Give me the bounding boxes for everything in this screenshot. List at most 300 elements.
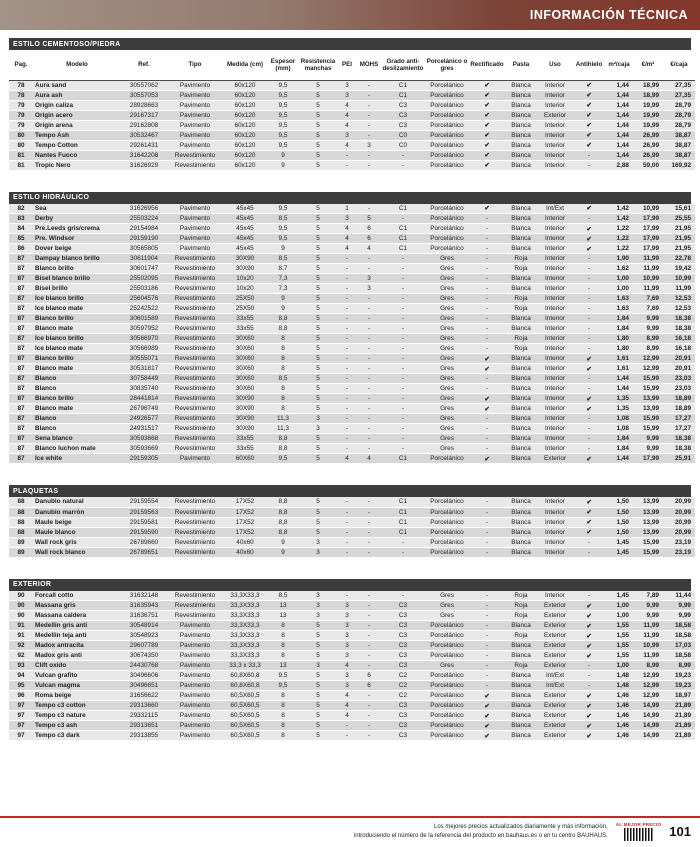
cell: - xyxy=(573,264,605,274)
cell: 94 xyxy=(9,671,33,681)
cell: 29159305 xyxy=(121,454,167,464)
cell: 8,99 xyxy=(663,661,695,671)
column-header: €/m² xyxy=(633,50,663,80)
cell: 9,5 xyxy=(267,234,299,244)
cell: 8 xyxy=(267,711,299,721)
cell: 12,99 xyxy=(633,364,663,374)
check-icon: ✔ xyxy=(573,621,605,631)
check-icon: ✔ xyxy=(469,110,505,120)
cell: 8,8 xyxy=(267,314,299,324)
cell: Blanca xyxy=(505,731,537,741)
cell: Blanca xyxy=(505,497,537,507)
cell: - xyxy=(573,591,605,601)
cell: Roja xyxy=(505,304,537,314)
cell: 60x120 xyxy=(223,100,267,110)
cell: 9,5 xyxy=(267,671,299,681)
cell: 79 xyxy=(9,120,33,130)
cell: 8,99 xyxy=(633,334,663,344)
cell: 29313651 xyxy=(121,721,167,731)
section-title: ESTILO HIDRÁULICO xyxy=(9,192,691,204)
cell: 1,62 xyxy=(605,264,633,274)
cell: 21,95 xyxy=(663,224,695,234)
cell: - xyxy=(469,661,505,671)
cell: 87 xyxy=(9,424,33,434)
column-header: Espesor (mm) xyxy=(267,50,299,80)
model-cell: Dampay blanco brillo xyxy=(33,254,121,264)
table-row xyxy=(9,334,695,344)
column-header: €/caja xyxy=(663,50,695,80)
cell: 9,5 xyxy=(267,100,299,110)
table-row xyxy=(9,294,695,304)
cell: 30X90 xyxy=(223,264,267,274)
cell: - xyxy=(381,284,425,294)
model-cell: Maule blanco xyxy=(33,527,121,537)
cell: 30X60 xyxy=(223,364,267,374)
cell: - xyxy=(469,547,505,557)
cell: 11,99 xyxy=(633,631,663,641)
cell: 15,99 xyxy=(633,424,663,434)
cell: 88 xyxy=(9,517,33,527)
cell: Roja xyxy=(505,254,537,264)
cell: 10x20 xyxy=(223,274,267,284)
cell: 87 xyxy=(9,444,33,454)
cell: 38,87 xyxy=(663,150,695,160)
cell: Interior xyxy=(537,254,573,264)
cell: 31626929 xyxy=(121,160,167,170)
cell: 1,84 xyxy=(605,434,633,444)
cell: 9,5 xyxy=(267,120,299,130)
cell: Revestimiento xyxy=(167,527,223,537)
cell: - xyxy=(337,364,357,374)
cell: 19,23 xyxy=(663,681,695,691)
cell: 1,00 xyxy=(605,611,633,621)
cell: 4 xyxy=(357,454,381,464)
cell: - xyxy=(357,160,381,170)
cell: 1,00 xyxy=(605,661,633,671)
cell: 90 xyxy=(9,591,33,601)
table-row xyxy=(9,264,695,274)
cell: 33,3X33,3 xyxy=(223,611,267,621)
cell: Porcelánico xyxy=(425,110,469,120)
cell: Pavimento xyxy=(167,130,223,140)
cell: 79 xyxy=(9,110,33,120)
section-title: ESTILO CEMENTOSO/PIEDRA xyxy=(9,38,691,50)
cell: Interior xyxy=(537,424,573,434)
cell: Porcelánico xyxy=(425,641,469,651)
column-header: Resistencia manchas xyxy=(299,50,337,80)
cell: Roja xyxy=(505,294,537,304)
cell: 85 xyxy=(9,234,33,244)
cell: 1,44 xyxy=(605,90,633,100)
cell: 87 xyxy=(9,454,33,464)
cell: 25502095 xyxy=(121,274,167,284)
table-row xyxy=(9,140,695,150)
page-header xyxy=(0,0,700,30)
cell: C3 xyxy=(381,721,425,731)
cell: 9,99 xyxy=(633,314,663,324)
table-row xyxy=(9,591,695,601)
cell: 87 xyxy=(9,274,33,284)
cell: 9,99 xyxy=(663,601,695,611)
cell: - xyxy=(357,264,381,274)
model-cell: Derby xyxy=(33,214,121,224)
cell: - xyxy=(337,404,357,414)
table-row xyxy=(9,434,695,444)
cell: 9,5 xyxy=(267,454,299,464)
cell: 33x55 xyxy=(223,324,267,334)
cell: 5 xyxy=(299,334,337,344)
cell: 23,19 xyxy=(663,537,695,547)
cell: 60x120 xyxy=(223,120,267,130)
cell: 5 xyxy=(299,244,337,254)
cell: 78 xyxy=(9,80,33,90)
cell: - xyxy=(469,651,505,661)
model-cell: Tempo Ash xyxy=(33,130,121,140)
cell: Gres xyxy=(425,284,469,294)
cell: 33,3X33,3 xyxy=(223,601,267,611)
cell: 9,5 xyxy=(267,80,299,90)
cell: 17,99 xyxy=(633,224,663,234)
cell: - xyxy=(337,591,357,601)
cell: C1 xyxy=(381,507,425,517)
cell: 8,7 xyxy=(267,264,299,274)
cell: - xyxy=(357,130,381,140)
cell: 18,38 xyxy=(663,314,695,324)
cell: Exterior xyxy=(537,661,573,671)
cell: Blanca xyxy=(505,721,537,731)
cell: Porcelánico xyxy=(425,100,469,110)
model-cell: Sea xyxy=(33,204,121,214)
model-cell: Blanco brillo xyxy=(33,354,121,364)
cell: - xyxy=(573,384,605,394)
cell: - xyxy=(337,284,357,294)
cell: - xyxy=(469,224,505,234)
cell: 8,8 xyxy=(267,507,299,517)
cell: Gres xyxy=(425,264,469,274)
cell: 1,22 xyxy=(605,244,633,254)
cell: 4 xyxy=(337,711,357,721)
cell: Interior xyxy=(537,374,573,384)
cell: 3 xyxy=(337,671,357,681)
cell: 12,53 xyxy=(663,294,695,304)
cell: Interior xyxy=(537,140,573,150)
cell: 87 xyxy=(9,334,33,344)
table-section xyxy=(9,485,691,558)
cell: 5 xyxy=(299,294,337,304)
cell: 6 xyxy=(357,224,381,234)
cell: 25503224 xyxy=(121,214,167,224)
cell: 1,61 xyxy=(605,364,633,374)
column-header: Pasta xyxy=(505,50,537,80)
cell: 3 xyxy=(337,80,357,90)
cell: Gres xyxy=(425,354,469,364)
cell: 60x120 xyxy=(223,140,267,150)
table-row xyxy=(9,354,695,364)
cell: 5 xyxy=(299,374,337,384)
model-cell: Dover beige xyxy=(33,244,121,254)
cell: Interior xyxy=(537,537,573,547)
cell: 60x120 xyxy=(223,90,267,100)
cell: Porcelánico xyxy=(425,497,469,507)
cell: 5 xyxy=(299,651,337,661)
cell: Interior xyxy=(537,120,573,130)
model-cell: Tempo Cotton xyxy=(33,140,121,150)
model-cell: Pre.Leeds gris/crema xyxy=(33,224,121,234)
cell: Revestimiento xyxy=(167,591,223,601)
cell: 29159190 xyxy=(121,234,167,244)
table-row xyxy=(9,110,695,120)
cell: 5 xyxy=(299,264,337,274)
cell: 87 xyxy=(9,254,33,264)
cell: - xyxy=(469,591,505,601)
cell: 1,44 xyxy=(605,384,633,394)
cell: 18,38 xyxy=(663,444,695,454)
cell: 87 xyxy=(9,324,33,334)
cell: - xyxy=(357,591,381,601)
cell: 60x120 xyxy=(223,110,267,120)
cell: 18,99 xyxy=(633,90,663,100)
cell: - xyxy=(573,424,605,434)
cell: - xyxy=(469,304,505,314)
cell: 12,99 xyxy=(633,691,663,701)
cell: C3 xyxy=(381,731,425,741)
cell: 33,3X33,3 xyxy=(223,631,267,641)
cell: 21,89 xyxy=(663,721,695,731)
cell: 9,99 xyxy=(633,434,663,444)
column-header: Grado anti-deslizamiento xyxy=(381,50,425,80)
check-icon: ✔ xyxy=(573,711,605,721)
cell: Interior xyxy=(537,304,573,314)
cell: - xyxy=(357,90,381,100)
cell: 6 xyxy=(357,234,381,244)
cell: 6 xyxy=(357,681,381,691)
cell: Revestimiento xyxy=(167,334,223,344)
cell: - xyxy=(573,434,605,444)
check-icon: ✔ xyxy=(573,651,605,661)
cell: Revestimiento xyxy=(167,294,223,304)
cell: 88 xyxy=(9,497,33,507)
cell: Porcelánico xyxy=(425,517,469,527)
cell: - xyxy=(357,507,381,517)
cell: 5 xyxy=(299,140,337,150)
check-icon: ✔ xyxy=(469,204,505,214)
cell: 20,99 xyxy=(663,527,695,537)
cell: C3 xyxy=(381,641,425,651)
cell: - xyxy=(469,384,505,394)
cell: 1 xyxy=(337,204,357,214)
table-row xyxy=(9,701,695,711)
cell: 27,35 xyxy=(663,90,695,100)
model-cell: Blanco xyxy=(33,384,121,394)
cell: 4 xyxy=(337,661,357,671)
cell: - xyxy=(469,671,505,681)
cell: 30611904 xyxy=(121,254,167,264)
cell: 9,99 xyxy=(633,444,663,454)
cell: Blanca xyxy=(505,444,537,454)
cell: 1,42 xyxy=(605,204,633,214)
best-price-stamp xyxy=(616,822,662,841)
cell: 1,50 xyxy=(605,497,633,507)
cell: 30548923 xyxy=(121,631,167,641)
table-row xyxy=(9,527,695,537)
cell: - xyxy=(381,254,425,264)
cell: Exterior xyxy=(537,110,573,120)
footer-note-line2: introduciendo el número de la referencia del producto en bauhaus.es o en tu centro BAUHAUS. xyxy=(353,832,608,839)
check-icon: ✔ xyxy=(573,631,605,641)
check-icon: ✔ xyxy=(573,234,605,244)
cell: Pavimento xyxy=(167,234,223,244)
cell: 33,3X33,3 xyxy=(223,641,267,651)
cell: 4 xyxy=(337,701,357,711)
cell: - xyxy=(357,354,381,364)
cell: 5 xyxy=(299,234,337,244)
cell: - xyxy=(469,641,505,651)
cell: 1,08 xyxy=(605,424,633,434)
spec-table xyxy=(9,591,695,742)
cell: 29162808 xyxy=(121,120,167,130)
cell: 26,99 xyxy=(633,140,663,150)
cell: 26,99 xyxy=(633,130,663,140)
cell: 29159581 xyxy=(121,517,167,527)
cell: 4 xyxy=(337,454,357,464)
cell: 38,87 xyxy=(663,130,695,140)
cell: 5 xyxy=(299,130,337,140)
cell: Interior xyxy=(537,100,573,110)
cell: Revestimiento xyxy=(167,344,223,354)
cell: 30758449 xyxy=(121,374,167,384)
cell: Blanca xyxy=(505,374,537,384)
cell: Interior xyxy=(537,284,573,294)
check-icon: ✔ xyxy=(573,224,605,234)
cell: 15,99 xyxy=(633,414,663,424)
cell: 45x45 xyxy=(223,224,267,234)
cell: - xyxy=(381,264,425,274)
cell: 33x55 xyxy=(223,444,267,454)
cell: 3 xyxy=(337,611,357,621)
model-cell: Massana gris xyxy=(33,601,121,611)
cell: 1,90 xyxy=(605,254,633,264)
cell: 92 xyxy=(9,651,33,661)
cell: 1,55 xyxy=(605,641,633,651)
cell: - xyxy=(357,364,381,374)
cell: 1,46 xyxy=(605,711,633,721)
model-cell: Ice blanco mate xyxy=(33,344,121,354)
model-cell: Pre. Windsor xyxy=(33,234,121,244)
cell: 23,03 xyxy=(663,384,695,394)
cell: 87 xyxy=(9,394,33,404)
cell: 30496606 xyxy=(121,671,167,681)
cell: 21,89 xyxy=(663,711,695,721)
table-row xyxy=(9,160,695,170)
cell: - xyxy=(357,374,381,384)
cell: 87 xyxy=(9,384,33,394)
cell: Gres xyxy=(425,591,469,601)
cell: 1,44 xyxy=(605,110,633,120)
cell: 1,22 xyxy=(605,234,633,244)
cell: 8,5 xyxy=(267,214,299,224)
section-title: PLAQUETAS xyxy=(9,485,691,497)
cell: 3 xyxy=(337,641,357,651)
cell: 8 xyxy=(267,344,299,354)
cell: - xyxy=(381,364,425,374)
cell: Blanca xyxy=(505,354,537,364)
cell: Interior xyxy=(537,274,573,284)
cell: - xyxy=(357,497,381,507)
cell: Pavimento xyxy=(167,691,223,701)
cell: 9,99 xyxy=(633,611,663,621)
cell: 97 xyxy=(9,721,33,731)
model-cell: Ice blanco brillo xyxy=(33,334,121,344)
cell: 60,5X60,5 xyxy=(223,701,267,711)
spec-table xyxy=(9,204,695,465)
cell: 8,8 xyxy=(267,517,299,527)
cell: Gres xyxy=(425,304,469,314)
cell: 87 xyxy=(9,364,33,374)
cell: 18,58 xyxy=(663,651,695,661)
model-cell: Danubio marrón xyxy=(33,507,121,517)
cell: Blanca xyxy=(505,424,537,434)
column-header: Uso xyxy=(537,50,573,80)
cell: 87 xyxy=(9,284,33,294)
cell: Porcelánico xyxy=(425,90,469,100)
cell: Porcelánico xyxy=(425,631,469,641)
cell: Revestimiento xyxy=(167,414,223,424)
footer-note-line1: Los mejores precios actualizados diariamente y más información, xyxy=(434,824,608,831)
cell: Int/Ext xyxy=(537,681,573,691)
cell: Roja xyxy=(505,334,537,344)
model-cell: Tempo c3 cotton xyxy=(33,701,121,711)
cell: Int/Ext xyxy=(537,204,573,214)
cell: 17X52 xyxy=(223,497,267,507)
cell: 31635943 xyxy=(121,601,167,611)
cell: 3 xyxy=(337,90,357,100)
cell: - xyxy=(357,721,381,731)
cell: 10,99 xyxy=(633,204,663,214)
cell: 87 xyxy=(9,264,33,274)
cell: 1,00 xyxy=(605,284,633,294)
cell: 18,89 xyxy=(663,404,695,414)
model-cell: Clift oxido xyxy=(33,661,121,671)
cell: - xyxy=(469,244,505,254)
cell: 3 xyxy=(337,214,357,224)
cell: 5 xyxy=(299,721,337,731)
table-row xyxy=(9,424,695,434)
cell: 5 xyxy=(299,110,337,120)
cell: Revestimiento xyxy=(167,314,223,324)
check-icon: ✔ xyxy=(573,454,605,464)
cell: C2 xyxy=(381,671,425,681)
cell: - xyxy=(337,344,357,354)
cell: 1,80 xyxy=(605,344,633,354)
cell: - xyxy=(469,424,505,434)
cell: - xyxy=(357,444,381,454)
cell: 30X90 xyxy=(223,404,267,414)
cell: - xyxy=(381,344,425,354)
cell: 21,89 xyxy=(663,701,695,711)
cell: Porcelánico xyxy=(425,140,469,150)
table-row xyxy=(9,324,695,334)
cell: 30532467 xyxy=(121,130,167,140)
cell: 17,99 xyxy=(633,244,663,254)
cell: 8 xyxy=(267,354,299,364)
cell: 17X52 xyxy=(223,517,267,527)
table-row xyxy=(9,517,695,527)
cell: 30X90 xyxy=(223,414,267,424)
cell: Interior xyxy=(537,404,573,414)
cell: Blanca xyxy=(505,130,537,140)
cell: - xyxy=(357,334,381,344)
cell: Revestimiento xyxy=(167,424,223,434)
